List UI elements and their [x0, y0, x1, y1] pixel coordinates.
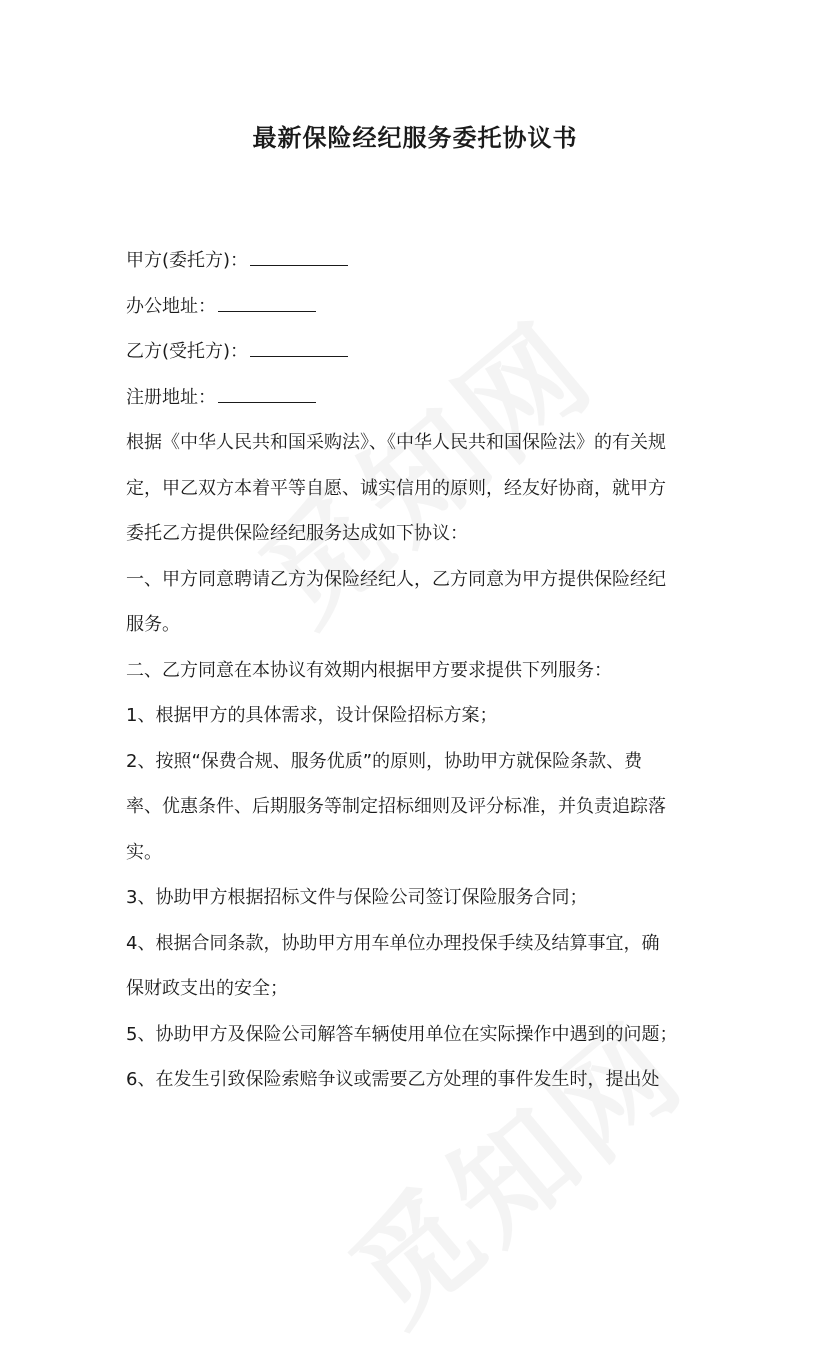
- blank-line: [218, 289, 316, 312]
- field-party-a: [126, 238, 708, 284]
- body-line: 定，甲乙双方本着平等自愿、诚实信用的原则，经友好协商，就甲方: [126, 477, 666, 499]
- body-line: 2、按照“保费合规、服务优质”的原则，协助甲方就保险条款、费: [126, 750, 643, 772]
- field-label: 注册地址：: [126, 386, 216, 408]
- blank-line: [250, 243, 348, 266]
- document-title: 最新保险经纪服务委托协议书: [252, 124, 578, 152]
- body-line: 服务。: [126, 614, 180, 635]
- body-line: 1、根据甲方的具体需求，设计保险招标方案；: [126, 705, 498, 726]
- body-line: 实。: [126, 841, 162, 863]
- field-label: 乙方(受托方)：: [126, 341, 249, 362]
- field-registered-address: [126, 375, 708, 421]
- body-line: 委托乙方提供保险经纪服务达成如下协议：: [126, 523, 468, 544]
- body-line: 4、根据合同条款，协助甲方用车单位办理投保手续及结算事宜，确: [126, 932, 660, 954]
- blank-line: [250, 334, 348, 357]
- body-line: 3、协助甲方根据招标文件与保险公司签订保险服务合同；: [126, 887, 588, 908]
- body-line: 保财政支出的安全；: [126, 978, 288, 999]
- body-line: 率、优惠条件、后期服务等制定招标细则及评分标准，并负责追踪落: [126, 796, 666, 817]
- field-label: 办公地址：: [126, 295, 216, 317]
- blank-line: [218, 380, 316, 403]
- field-office-address: [126, 284, 708, 330]
- document-body: [126, 238, 708, 1103]
- body-line: 二、乙方同意在本协议有效期内根据甲方要求提供下列服务：: [126, 659, 612, 681]
- field-label: 甲方(委托方)：: [126, 250, 249, 271]
- field-party-b: [126, 329, 708, 375]
- body-line: 5、协助甲方及保险公司解答车辆使用单位在实际操作中遇到的问题；: [126, 1023, 678, 1045]
- body-line: 6、在发生引致保险索赔争议或需要乙方处理的事件发生时，提出处: [126, 1069, 660, 1090]
- body-line: 根据《中华人民共和国采购法》、《中华人民共和国保险法》的有关规: [126, 432, 666, 453]
- body-line: 一、甲方同意聘请乙方为保险经纪人，乙方同意为甲方提供保险经纪: [126, 568, 666, 590]
